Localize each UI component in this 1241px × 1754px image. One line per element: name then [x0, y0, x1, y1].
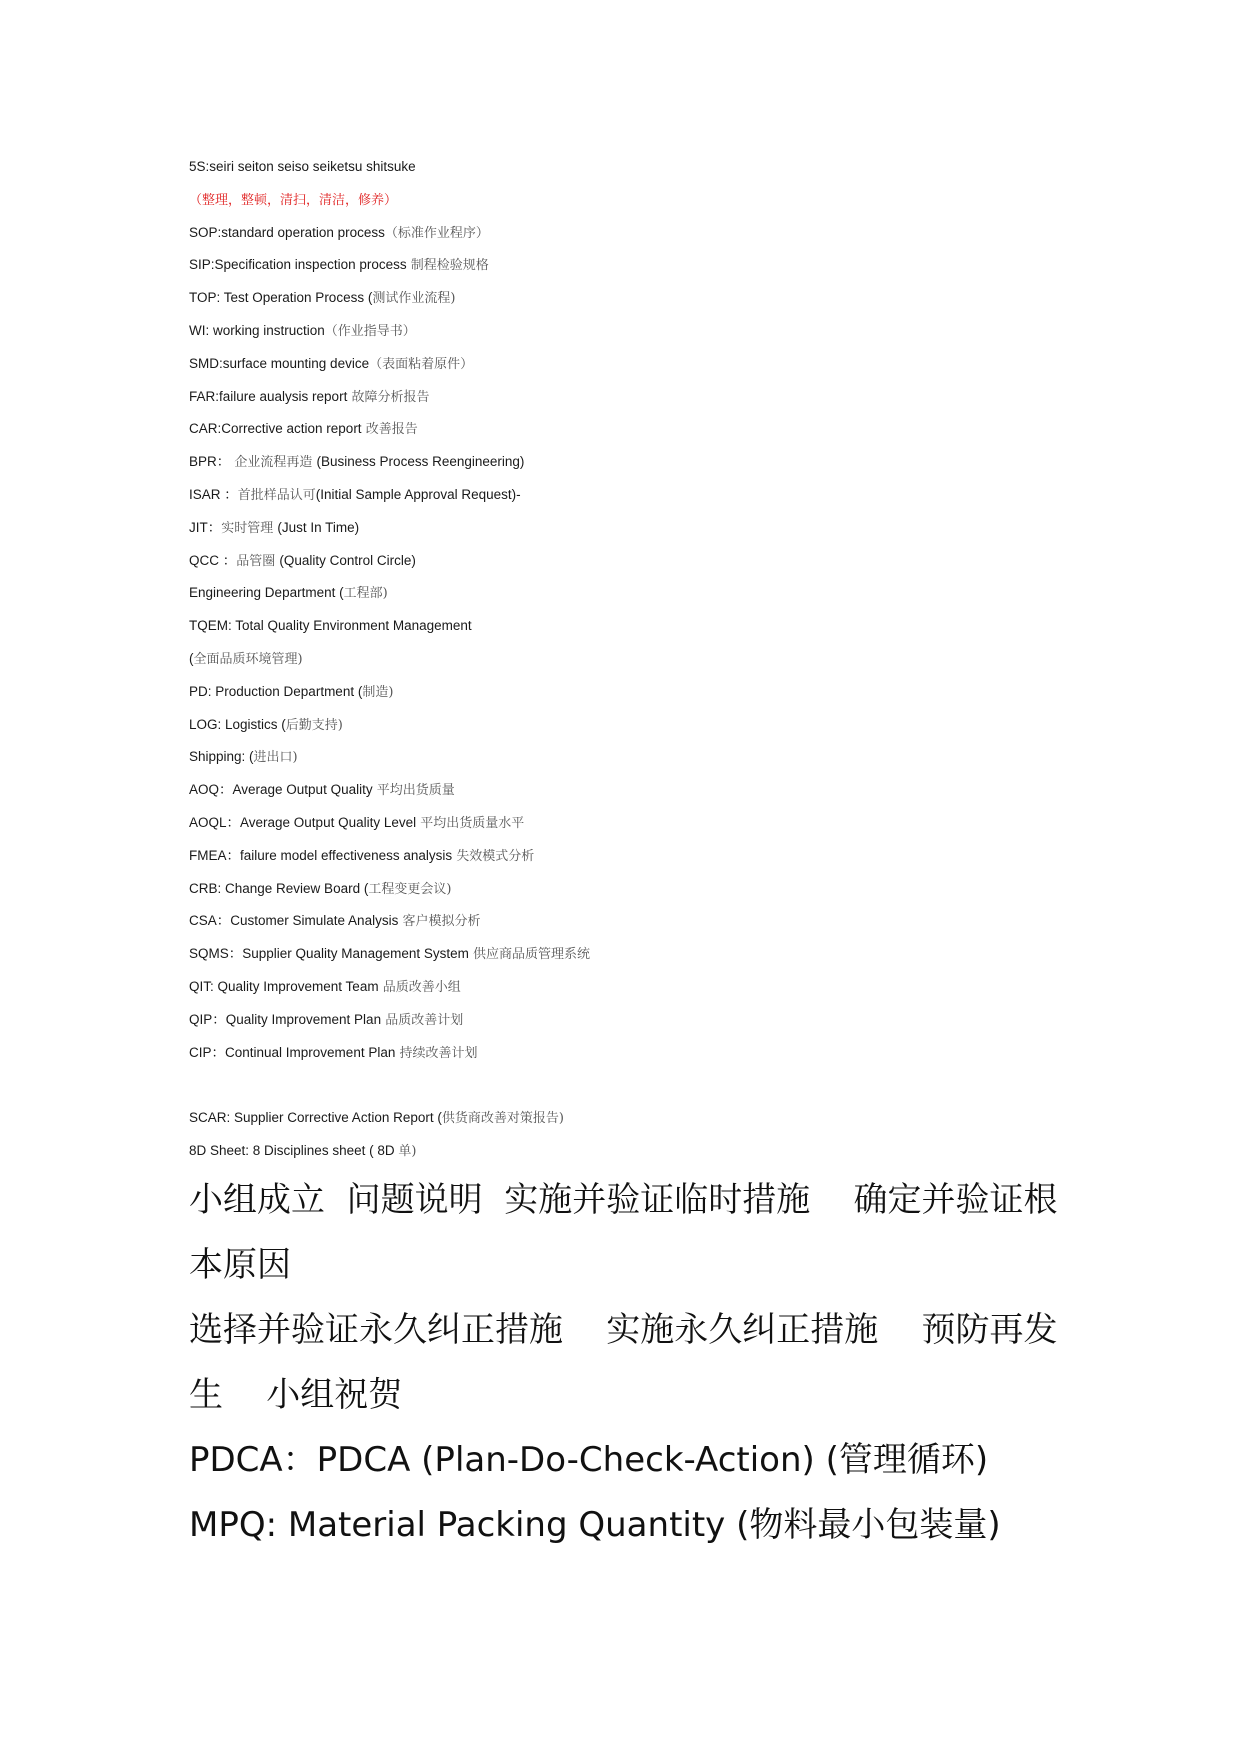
glossary-entry [189, 158, 1089, 191]
glossary-term-expansion: (Quality Control Circle) [279, 552, 416, 568]
glossary-term: AOQL：Average Output Quality Level [189, 814, 417, 830]
glossary-translation: （作业指导书） [324, 323, 416, 339]
glossary-term: CSA：Customer Simulate Analysis [189, 913, 399, 929]
glossary-term: CIP：Continual Improvement Plan [189, 1044, 396, 1060]
glossary-entry [189, 1044, 1089, 1077]
glossary-term: TQEM: Total Quality Environment Management [189, 618, 472, 634]
glossary-translation: 客户模拟分析 [398, 914, 481, 930]
glossary-term-expansion: (Just In Time) [277, 519, 360, 535]
glossary-translation: 供应商品质管理系统 [468, 947, 591, 963]
glossary-entry [189, 388, 1089, 421]
glossary-entry [189, 289, 1089, 322]
glossary-entry [189, 912, 1089, 945]
glossary-translation: 企业流程再造 [230, 455, 317, 471]
glossary-entry [189, 256, 1089, 289]
glossary-entry [189, 355, 1089, 388]
glossary-translation: 工程部) [343, 586, 388, 602]
glossary-entry [189, 945, 1089, 978]
glossary-term-expansion: (Initial Sample Approval Request)- [315, 486, 521, 502]
glossary-term: Engineering Department ( [189, 585, 344, 601]
large-text-line: PDCA：PDCA (Plan-Do-Check-Action) (管理循环) [189, 1440, 989, 1480]
glossary-translation: 故障分析报告 [347, 389, 430, 405]
glossary-entry [189, 716, 1089, 749]
glossary-term: 8D Sheet: 8 Disciplines sheet ( 8D [189, 1142, 399, 1158]
glossary-translation: （标准作业程序） [384, 225, 489, 241]
large-text-line: 选择并验证永久纠正措施 实施永久纠正措施 预防再发 [189, 1310, 1058, 1350]
glossary-translation: 持续改善计划 [395, 1045, 478, 1061]
large-text-line: 小组成立 问题说明 实施并验证临时措施 确定并验证根 [189, 1180, 1058, 1220]
glossary-translation: 平均出货质量 [372, 783, 455, 799]
glossary-translation: 制程检验规格 [406, 258, 489, 274]
glossary-entry [189, 683, 1089, 716]
glossary-translation: 品质改善小组 [378, 979, 461, 995]
glossary-translation: 进出口) [253, 750, 298, 766]
glossary-term: FMEA：failure model effectiveness analysis [189, 847, 453, 863]
glossary-term: SOP:standard operation process [189, 224, 385, 240]
glossary-entry [189, 650, 1089, 683]
glossary-translation: 单) [398, 1143, 417, 1159]
glossary-translation: 改善报告 [361, 422, 418, 438]
glossary-translation: 首批样品认可 [237, 487, 316, 503]
glossary-translation: 全面品质环境管理) [193, 651, 303, 667]
glossary-translation: 实时管理 [221, 520, 278, 536]
glossary-term: QIT: Quality Improvement Team [189, 978, 379, 994]
glossary-term: FAR:failure aualysis report [189, 388, 348, 404]
glossary-term: JIT： [189, 519, 222, 535]
glossary-entry [189, 453, 1089, 486]
glossary-term: SCAR: Supplier Corrective Action Report ( [189, 1110, 442, 1126]
glossary-term: WI: working instruction [189, 322, 325, 338]
glossary-entry [189, 814, 1089, 847]
glossary-translation: 工程变更会议) [368, 881, 452, 897]
glossary-term: TOP: Test Operation Process ( [189, 290, 373, 306]
glossary-translation: （整理，整顿，清扫，清洁，修养） [189, 192, 398, 208]
blank-line [189, 1076, 1089, 1109]
glossary-entry [189, 584, 1089, 617]
glossary-term: SIP:Specification inspection process [189, 257, 407, 273]
glossary-translation: （表面粘着原件） [369, 356, 474, 372]
glossary-term: SMD:surface mounting device [189, 355, 370, 371]
large-text-line: 本原因 [189, 1245, 291, 1285]
glossary-term: CRB: Change Review Board ( [189, 880, 369, 896]
glossary-translation: 制造) [362, 684, 394, 700]
glossary-entry [189, 552, 1089, 585]
glossary-term: Shipping: ( [189, 749, 254, 765]
glossary-term: QIP：Quality Improvement Plan [189, 1011, 382, 1027]
glossary-entry [189, 420, 1089, 453]
glossary-entry [189, 847, 1089, 880]
glossary-translation: 品管圈 [236, 553, 280, 569]
glossary-term: PD: Production Department ( [189, 683, 363, 699]
glossary-term: 5S:seiri seiton seiso seiketsu shitsuke [189, 159, 416, 174]
glossary-translation: 失效模式分析 [452, 848, 535, 864]
glossary-entry [189, 748, 1089, 781]
glossary-entry [189, 519, 1089, 552]
glossary-translation: 平均出货质量水平 [416, 815, 525, 831]
glossary-entry [189, 1109, 1089, 1142]
large-text-line: 生 小组祝贺 [189, 1375, 403, 1415]
glossary-term-expansion: (Business Process Reengineering) [316, 454, 525, 470]
glossary-entry [189, 486, 1089, 519]
glossary-entry [189, 322, 1089, 355]
glossary-entry [189, 191, 1089, 224]
glossary-term: BPR： [189, 454, 231, 470]
glossary-entry [189, 617, 1089, 650]
glossary-translation: 后勤支持) [285, 717, 343, 733]
glossary-translation: 供货商改善对策报告) [441, 1111, 564, 1127]
glossary-entry [189, 978, 1089, 1011]
large-text-line: MPQ: Material Packing Quantity (物料最小包装量) [189, 1505, 1001, 1545]
large-text-block [189, 1168, 1069, 1558]
glossary-term: ISAR ： [189, 486, 238, 502]
glossary-entry [189, 224, 1089, 257]
glossary-entry [189, 781, 1089, 814]
glossary-entry [189, 1011, 1089, 1044]
glossary-entry [189, 880, 1089, 913]
glossary-term: LOG: Logistics ( [189, 716, 286, 732]
glossary-term: AOQ：Average Output Quality [189, 782, 373, 798]
glossary-list [189, 158, 1089, 1175]
glossary-translation: 测试作业流程) [372, 291, 456, 307]
glossary-translation: 品质改善计划 [381, 1012, 464, 1028]
glossary-term: CAR:Corrective action report [189, 421, 362, 437]
glossary-term: QCC ： [189, 552, 237, 568]
glossary-term: ( [189, 650, 194, 666]
glossary-term: SQMS：Supplier Quality Management System [189, 946, 469, 962]
